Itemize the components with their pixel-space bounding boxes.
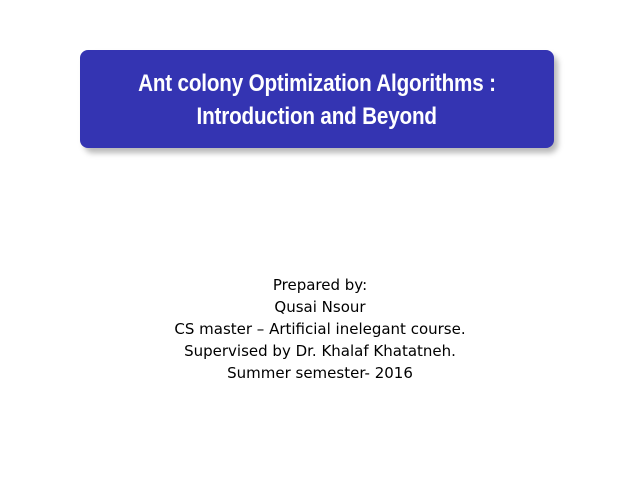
author-name: Qusai Nsour	[274, 298, 366, 316]
semester-info: Summer semester- 2016	[227, 364, 413, 382]
title-line-2: Introduction and Beyond	[196, 103, 438, 130]
title-line-1: Ant colony Optimization Algorithms :	[138, 70, 496, 97]
prepared-by-label: Prepared by:	[272, 276, 368, 294]
title-box	[80, 50, 554, 148]
credits-block	[0, 274, 640, 384]
course-info: CS master – Artificial inelegant course.	[174, 320, 466, 338]
supervisor-info: Supervised by Dr. Khalaf Khatatneh.	[184, 342, 456, 360]
